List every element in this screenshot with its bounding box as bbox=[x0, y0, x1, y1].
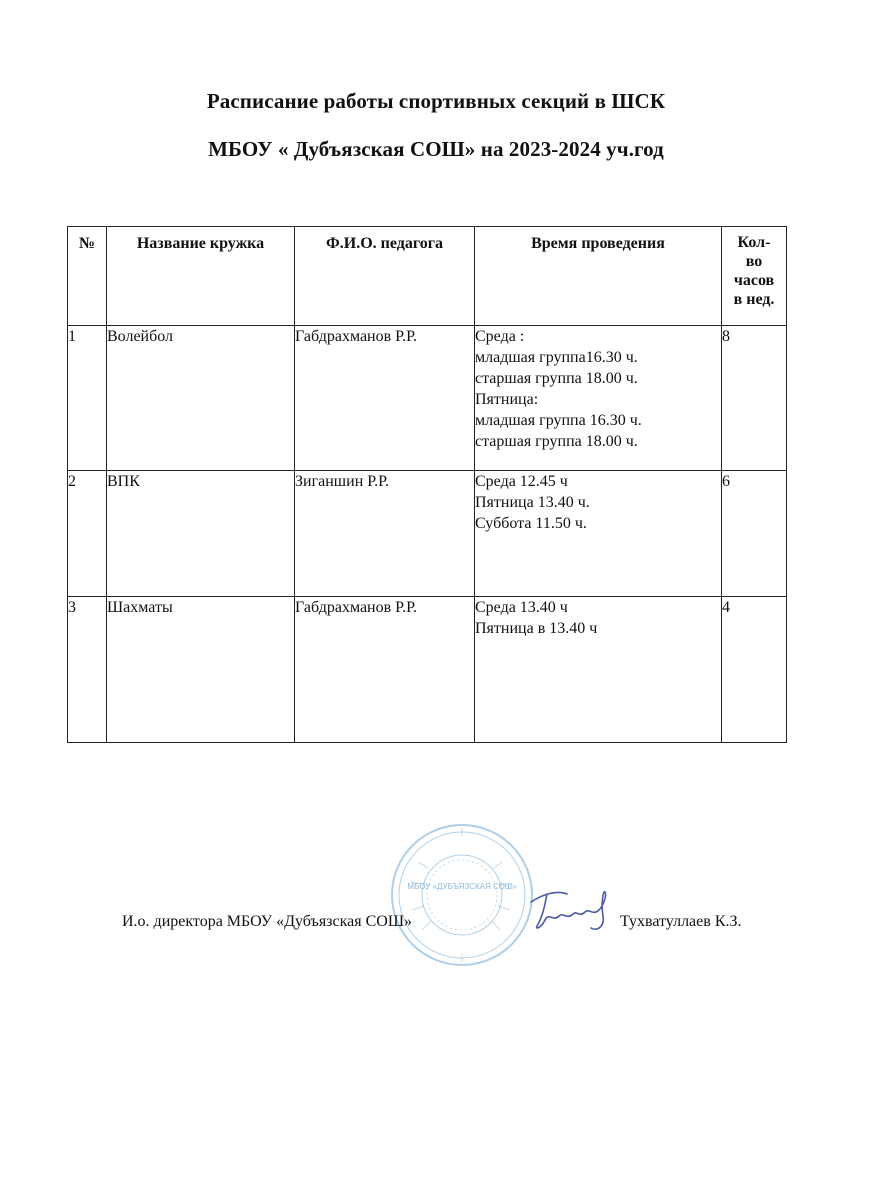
header-name: Название кружка bbox=[107, 227, 295, 326]
row-hours: 8 bbox=[722, 326, 787, 471]
header-number: № bbox=[68, 227, 107, 326]
table-row bbox=[68, 597, 787, 743]
schedule-table bbox=[67, 226, 787, 743]
row-section-name: Шахматы bbox=[107, 597, 295, 743]
row-number: 3 bbox=[68, 597, 107, 743]
header-time: Время проведения bbox=[475, 227, 722, 326]
header-hours: Кол- во часов в нед. bbox=[722, 227, 787, 326]
row-number: 1 bbox=[68, 326, 107, 471]
stamp-text: МБОУ «ДУБЪЯЗСКАЯ СОШ» bbox=[407, 882, 517, 891]
row-time: Среда 12.45 ч Пятница 13.40 ч. Суббота 11.50 ч. bbox=[475, 471, 722, 597]
row-time: Среда : младшая группа16.30 ч. старшая группа 18.00 ч. Пятница: младшая группа 16.30 ч. старшая группа 18.00 ч. bbox=[475, 326, 722, 471]
document-title: Расписание работы спортивных секций в ШСК bbox=[206, 89, 666, 113]
table-row bbox=[68, 326, 787, 471]
row-teacher: Габдрахманов Р.Р. bbox=[295, 597, 475, 743]
director-name: Тухватуллаев К.З. bbox=[620, 913, 742, 930]
row-hours: 6 bbox=[722, 471, 787, 597]
row-time: Среда 13.40 ч Пятница в 13.40 ч bbox=[475, 597, 722, 743]
table-header-row bbox=[68, 227, 787, 326]
signature bbox=[523, 882, 623, 942]
row-section-name: Волейбол bbox=[107, 326, 295, 471]
table-row bbox=[68, 471, 787, 597]
director-position: И.о. директора МБОУ «Дубъязская СОШ» bbox=[122, 913, 412, 930]
row-teacher: Зиганшин Р.Р. bbox=[295, 471, 475, 597]
document-subtitle: МБОУ « Дубъязская СОШ» на 2023-2024 уч.год bbox=[208, 137, 664, 161]
row-number: 2 bbox=[68, 471, 107, 597]
header-teacher: Ф.И.О. педагога bbox=[295, 227, 475, 326]
row-hours: 4 bbox=[722, 597, 787, 743]
official-stamp bbox=[388, 822, 536, 968]
row-section-name: ВПК bbox=[107, 471, 295, 597]
row-teacher: Габдрахманов Р.Р. bbox=[295, 326, 475, 471]
